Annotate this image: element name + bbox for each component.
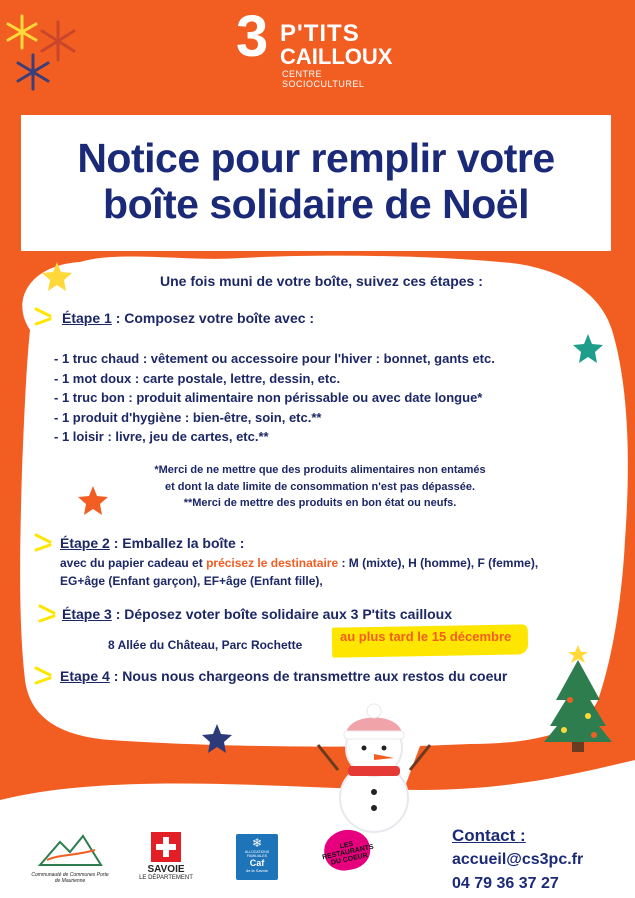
note-line: *Merci de ne mettre que des produits alimentaires non entamés <box>154 464 486 476</box>
step1-heading <box>62 310 314 326</box>
step2-line2: EG+âge (Enfant garçon), EF+âge (Enfant fille), <box>60 574 323 588</box>
list-item: - 1 mot doux : carte postale, lettre, dessin, etc. <box>54 370 341 386</box>
logo-digit: 3 <box>236 4 269 69</box>
caf-line-b: Caf <box>249 858 265 868</box>
snowflake-icon <box>8 16 36 48</box>
caf-line-a: ALLOCATIONS FAMILIALES <box>244 850 270 858</box>
step2-heading <box>60 535 244 551</box>
step3-address: 8 Allée du Château, Parc Rochette <box>108 638 303 652</box>
step1-label: Étape 1 <box>62 310 112 326</box>
intro-text: Une fois muni de votre boîte, suivez ces étapes : <box>160 273 483 289</box>
step2-line1a: avec du papier cadeau et <box>60 556 207 570</box>
step3-label: Étape 3 <box>62 606 112 622</box>
contact-block <box>452 826 583 896</box>
step2-body <box>60 554 580 590</box>
page-title-line2: boîte solidaire de Noël <box>103 181 529 227</box>
caf-logo <box>236 834 278 880</box>
mountain-logo-icon <box>35 830 105 870</box>
step3-deadline: au plus tard le 15 décembre <box>340 629 512 644</box>
step1-notes <box>100 462 540 512</box>
step2-line1b: : M (mixte), H (homme), F (femme), <box>338 556 539 570</box>
step3-text: : Déposez voter boîte solidaire aux 3 P'tits cailloux <box>111 606 453 622</box>
contact-email[interactable]: accueil@cs3pc.fr <box>452 851 584 868</box>
step3-heading <box>62 606 452 622</box>
savoie-sub: LE DÉPARTEMENT <box>139 875 193 881</box>
logo-line2: CAILLOUX <box>280 44 393 69</box>
logo1-text: Communauté de Communes Porte de Maurienne <box>31 872 109 884</box>
logo-line3: CENTRE SOCIOCULTUREL <box>282 69 365 89</box>
caf-line-c: de la Savoie <box>245 868 268 873</box>
cc-porte-maurienne-logo <box>30 830 110 884</box>
step2-highlight: précisez le destinataire <box>206 556 339 570</box>
step2-label: Étape 2 <box>60 535 110 551</box>
savoie-cross-icon <box>151 832 181 862</box>
page-title-line1: Notice pour remplir votre <box>77 135 555 181</box>
savoie-logo <box>132 832 200 881</box>
step1-text: : Composez votre boîte avec : <box>111 310 315 326</box>
step4-heading <box>60 668 507 684</box>
snowflake-icon: ❄ <box>251 836 263 850</box>
title-box <box>21 115 611 251</box>
list-item: - 1 loisir : livre, jeu de cartes, etc.** <box>54 429 269 444</box>
list-item: - 1 truc bon : produit alimentaire non périssable ou avec date longue* <box>54 390 483 405</box>
list-item: - 1 produit d'hygiène : bien-être, soin, etc.** <box>54 409 322 425</box>
contact-phone[interactable]: 04 79 36 37 27 <box>452 875 559 892</box>
contact-heading: Contact : <box>452 826 526 845</box>
logo-line1: P'TITS <box>280 20 360 47</box>
snowflake-icon <box>18 55 48 89</box>
list-item: - 1 truc chaud : vêtement ou accessoire pour l'hiver : bonnet, gants etc. <box>54 351 495 366</box>
note-line: **Merci de mettre des produits en bon état ou neufs. <box>183 497 457 509</box>
cs3pc-logo <box>236 4 406 89</box>
step4-text: : Nous nous chargeons de transmettre aux restos du coeur <box>109 668 508 684</box>
restos-du-coeur-logo <box>318 826 378 882</box>
speech-cloud <box>20 256 628 800</box>
step2-text: : Emballez la boîte : <box>109 535 245 551</box>
savoie-name: SAVOIE <box>147 864 185 875</box>
restos-text: LES RESTAURANTS DU COEUR <box>321 840 375 867</box>
step1-list <box>54 349 594 447</box>
snowflake-icon <box>42 22 74 60</box>
step4-label: Etape 4 <box>60 668 110 684</box>
note-line: et dont la date limite de consommation n'est pas dépassée. <box>164 480 476 493</box>
